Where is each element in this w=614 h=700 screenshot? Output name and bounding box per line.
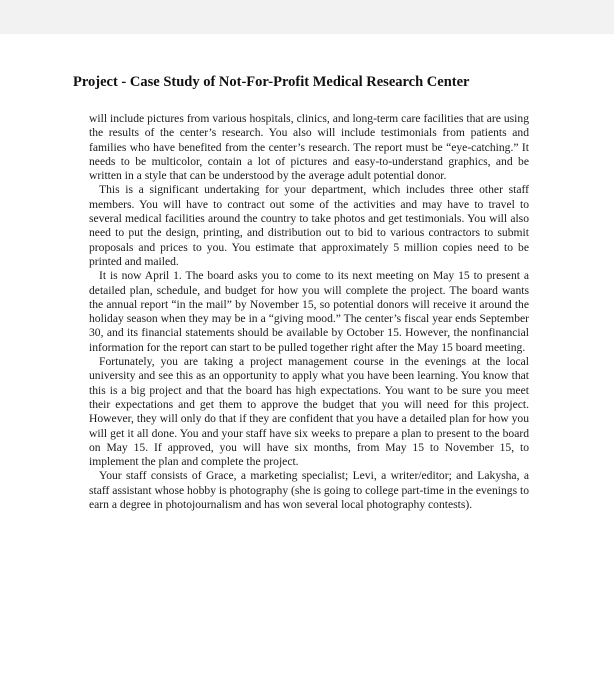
document-title: Project - Case Study of Not-For-Profit Medical Research Center [73,74,470,90]
paragraph: will include pictures from various hospitals, clinics, and long-term care facilities that are using the results of the center’s research. You also will include testimonials from patients and families who have benefited from the center’s research. The report must be “eye-catching.” It needs to be multicolor, contain a lot of pictures and easy-to-understand graphics, and be written in a style that can be understood by the average adult potential donor. [89,112,529,183]
document-page [0,34,614,700]
document-body [89,112,529,512]
paragraph: It is now April 1. The board asks you to come to its next meeting on May 15 to present a detailed plan, schedule, and budget for how you will complete the project. The board wants the annual report “in the mail” by November 15, so potential donors will receive it around the holiday season when they may be in a “giving mood.” The center’s fiscal year ends September 30, and its financial statements should be available by October 15. However, the nonfinancial information for the report can start to be pulled together right after the May 15 board meeting. [89,269,529,354]
paragraph: This is a significant undertaking for your department, which includes three other staff members. You will have to contract out some of the activities and may have to travel to several medical facilities around the country to take photos and get testimonials. You will also need to put the design, printing, and distribution out to bid to various contractors to submit proposals and prices to you. You estimate that approximately 5 million copies need to be printed and mailed. [89,183,529,268]
top-bar [0,0,614,34]
paragraph: Fortunately, you are taking a project management course in the evenings at the local university and see this as an opportunity to apply what you have been learning. You know that this is a big project and that the board has high expectations. You want to be sure you meet their expectations and get them to approve the budget that you will need for this project. However, they will only do that if they are confident that you have a detailed plan for how you will get it all done. You and your staff have six weeks to prepare a plan to present to the board on May 15. If approved, you will have six months, from May 15 to November 15, to implement the plan and complete the project. [89,355,529,469]
paragraph: Your staff consists of Grace, a marketing specialist; Levi, a writer/editor; and Lakysha, a staff assistant whose hobby is photography (she is going to college part-time in the evenings to earn a degree in photojournalism and has won several local photography contests). [89,469,529,512]
